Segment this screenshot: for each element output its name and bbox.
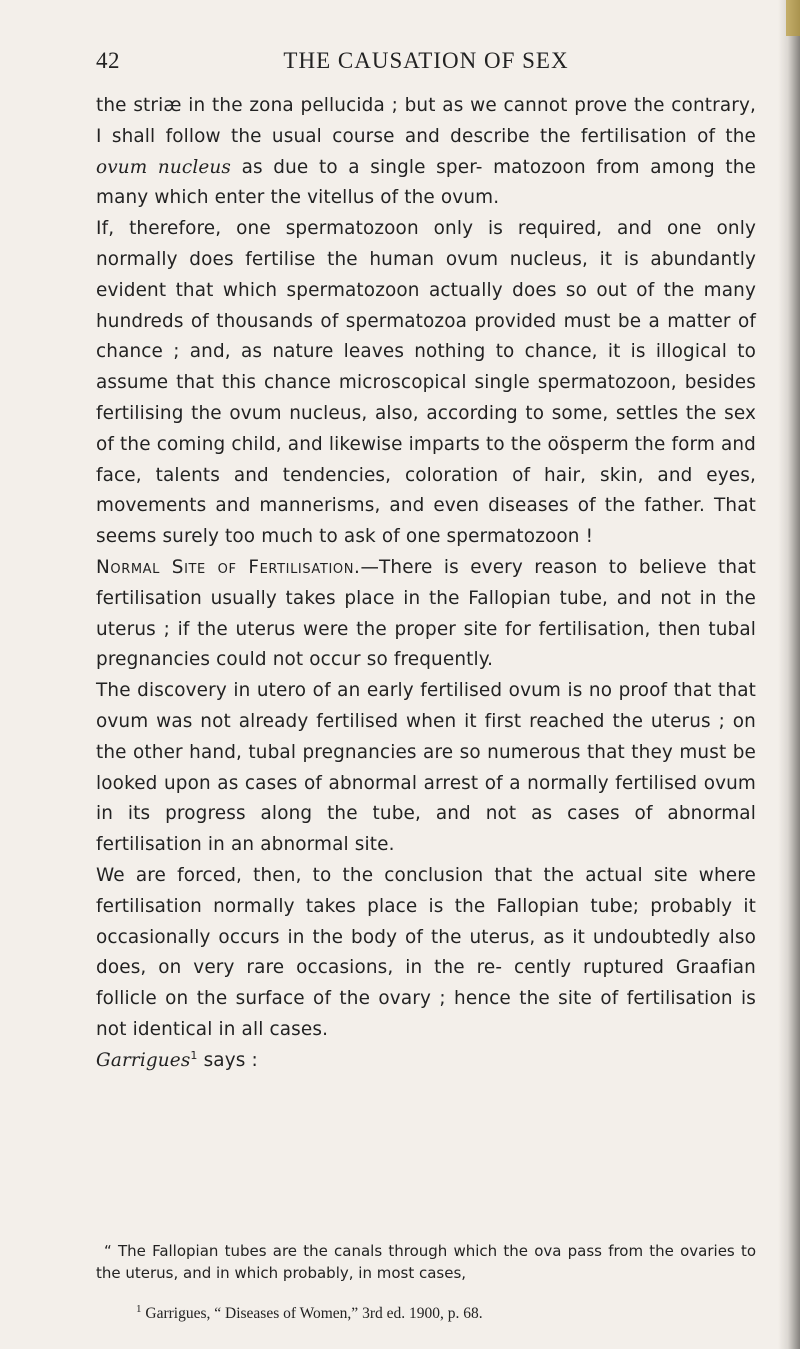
page-edge-shadow bbox=[778, 0, 800, 1349]
paragraph-4: The discovery in utero of an early fertilised ovum is no proof that that ovum was not already fertilised when it first reached the uterus ; on the other hand, tubal pregnancies are so numerous that they must be looked upon as cases of abnormal arrest of a normally fertilised ovum in its progress along the tube, and not as cases of abnormal fertilisation in an abnormal site. bbox=[96, 680, 756, 856]
quote-text: “ The Fallopian tubes are the canals through which the ova pass from the ovaries to the uterus, and in which probably, in most cases, bbox=[96, 1242, 756, 1282]
italic-term: ovum nucleus bbox=[96, 156, 231, 178]
paragraph-5: We are forced, then, to the conclusion that the actual site where fertilisation normally takes place is the Fallopian tube; probably it occasionally occurs in the body of the uterus, as it undoubtedly also does, on very rare occasions, in the re- cently ruptured Graafian follicle on the surface of the ovary ; hence the site of fertilisation is not identical in all cases. bbox=[96, 864, 756, 1040]
paragraph-6-text: says : bbox=[203, 1049, 258, 1071]
footnote-marker: 1 bbox=[136, 1302, 142, 1315]
block-quote bbox=[96, 1240, 756, 1284]
paragraph-1-end: as due to a single sper- matozoon from among the many which enter the vitellus of the ovum. bbox=[96, 156, 756, 209]
body-text bbox=[96, 91, 756, 1077]
footnote bbox=[96, 1304, 756, 1324]
cited-author: Garrigues bbox=[96, 1049, 191, 1071]
paragraph-3-text: —There is every reason to believe that fertilisation usually takes place in the Fallopian tube, and not in the uterus ; if the uterus were the proper site for fertilisation, then tubal pregnancies could not occur so frequently. bbox=[96, 556, 756, 671]
section-heading: Normal Site of Fertilisation. bbox=[96, 556, 361, 578]
paragraph-1-start: the striæ in the zona pellucida ; but as we cannot prove the contrary, I shall follow the usual course and describe the fertilisation of the bbox=[96, 95, 756, 147]
page-edge-mark bbox=[786, 0, 800, 36]
page-number: 42 bbox=[96, 48, 120, 73]
paragraph-2: If, therefore, one spermatozoon only is required, and one only normally does fertilise the human ovum nucleus, it is abundantly evident that which spermatozoon actually does so out of the many hundreds of thousands of spermatozoa provided must be a matter of chance ; and, as nature leaves nothing to chance, it is illogical to assume that this chance microscopical single spermatozoon, besides fertilising the ovum nucleus, also, according to some, settles the sex of the coming child, and likewise imparts to the oösperm the form and face, talents and tendencies, coloration of hair, skin, and eyes, movements and mannerisms, and even diseases of the father. That seems surely too much to ask of one spermatozoon ! bbox=[96, 218, 756, 548]
paragraph-6 bbox=[96, 1046, 756, 1077]
running-title: THE CAUSATION OF SEX bbox=[283, 48, 569, 73]
paragraph-3 bbox=[96, 553, 756, 676]
footnote-text: Garrigues, “ Diseases of Women,” 3rd ed. 1900, p. 68. bbox=[145, 1305, 483, 1322]
page-header bbox=[96, 48, 756, 82]
paragraph-1 bbox=[96, 91, 756, 214]
footnote-ref: 1 bbox=[190, 1048, 198, 1062]
